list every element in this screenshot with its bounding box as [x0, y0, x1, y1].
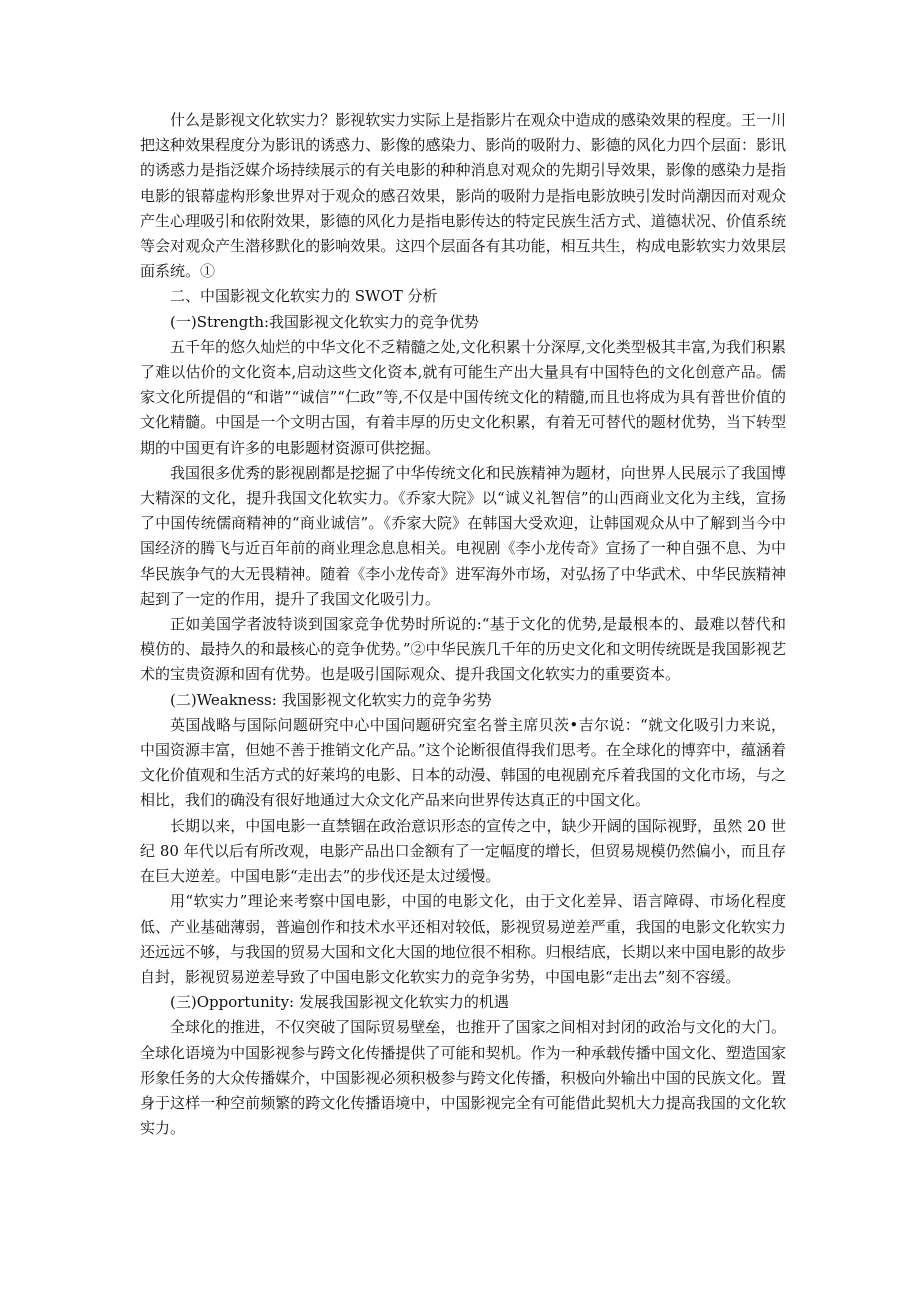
paragraph-weakness-1: 英国战略与国际问题研究中心中国问题研究室名誉主席贝茨•吉尔说：“就文化吸引力来说，中国资源丰富，但她不善于推销文化产品。”这个论断很值得我们思考。在全球化的博弈中，蕴涵着文化价值观和生活方式的好莱坞的电影、日本的动漫、韩国的电视剧充斥着我国的文化市场，与之相比，我们的确没有很好地通过大众文化产品来向世界传达真正的中国文化。 — [140, 715, 786, 810]
paragraph-opportunity-1: 全球化的推进，不仅突破了国际贸易壁垒，也推开了国家之间相对封闭的政治与文化的大门。全球化语境为中国影视参与跨文化传播提供了可能和契机。作为一种承载传播中国文化、塑造国家形象任务的大众传播媒介，中国影视必须积极参与跨文化传播，积极向外输出中国的民族文化。置身于这样一种空前频繁的跨文化传播语境中，中国影视完全有可能借此契机大力提高我国的文化软实力。 — [140, 1018, 786, 1138]
paragraph-strength-2: 我国很多优秀的影视剧都是挖掘了中华传统文化和民族精神为题材，向世界人民展示了我国博大精深的文化，提升我国文化软实力。《乔家大院》以“诚义礼智信”的山西商业文化为主线，宣扬了中国传统儒商精神的“商业诚信”。《乔家大院》在韩国大受欢迎，让韩国观众从中了解到当今中国经济的腾飞与近百年前的商业理念息息相关。电视剧《李小龙传奇》宣扬了一种自强不息、为中华民族争气的大无畏精神。随着《李小龙传奇》进军海外市场，对弘扬了中华武术、中华民族精神起到了一定的作用，提升了我国文化吸引力。 — [140, 463, 786, 608]
paragraph-weakness-2: 长期以来，中国电影一直禁锢在政治意识形态的宣传之中，缺少开阔的国际视野，虽然 20 世纪 80 年代以后有所改观，电影产品出口金额有了一定幅度的增长，但贸易规模仍然偏小，而且存在巨大逆差。中国电影“走出去”的步伐还是太过缓慢。 — [140, 816, 786, 886]
document-page — [140, 108, 786, 1141]
subheading-strength: (一)Strength:我国影视文化软实力的竞争优势 — [170, 312, 480, 331]
paragraph-strength-1: 五千年的悠久灿烂的中华文化不乏精髓之处,文化积累十分深厚,文化类型极其丰富,为我们积累了难以估价的文化资本,启动这些文化资本,就有可能生产出大量具有中国特色的文化创意产品。儒家文化所提倡的“和谐”“诚信”“仁政”等,不仅是中国传统文化的精髓,而且也将成为具有普世价值的文化精髓。中国是一个文明古国，有着丰厚的历史文化积累，有着无可替代的题材优势，当下转型期的中国更有许多的电影题材资源可供挖掘。 — [140, 337, 786, 457]
paragraph-strength-3: 正如美国学者波特谈到国家竞争优势时所说的:“基于文化的优势,是最根本的、最难以替代和模仿的、最持久的和最核心的竞争优势。”②中华民族几千年的历史文化和文明传统既是我国影视艺术的宝贵资源和固有优势。也是吸引国际观众、提升我国文化软实力的重要资本。 — [140, 615, 786, 684]
subheading-weakness: (二)Weakness: 我国影视文化软实力的竞争劣势 — [170, 690, 492, 709]
paragraph-weakness-3: 用“软实力”理论来考察中国电影，中国的电影文化，由于文化差异、语言障碍、市场化程度低、产业基础薄弱，普遍创作和技术水平还相对较低，影视贸易逆差严重，我国的电影文化软实力还远远不够，与我国的贸易大国和文化大国的地位很不相称。归根结底，长期以来中国电影的故步自封，影视贸易逆差导致了中国电影文化软实力的竞争劣势，中国电影“走出去”刻不容缓。 — [140, 892, 786, 986]
paragraph-intro: 什么是影视文化软实力？影视软实力实际上是指影片在观众中造成的感染效果的程度。王一川把这种效果程度分为影讯的诱惑力、影像的感染力、影尚的吸附力、影德的风化力四个层面：影讯的诱惑力是指泛媒介场持续展示的有关电影的种种消息对观众的先期引导效果，影像的感染力是指电影的银幕虚构形象世界对于观众的感召效果，影尚的吸附力是指电影放映引发时尚潮因而对观众产生心理吸引和依附效果，影德的风化力是指电影传达的特定民族生活方式、道德状况、价值系统等会对观众产生潜移默化的影响效果。这四个层面各有其功能，相互共生，构成电影软实力效果层面系统。① — [140, 111, 786, 281]
subheading-opportunity: (三)Opportunity: 发展我国影视文化软实力的机遇 — [170, 993, 509, 1012]
section-heading-swot: 二、中国影视文化软实力的 SWOT 分析 — [170, 287, 438, 306]
